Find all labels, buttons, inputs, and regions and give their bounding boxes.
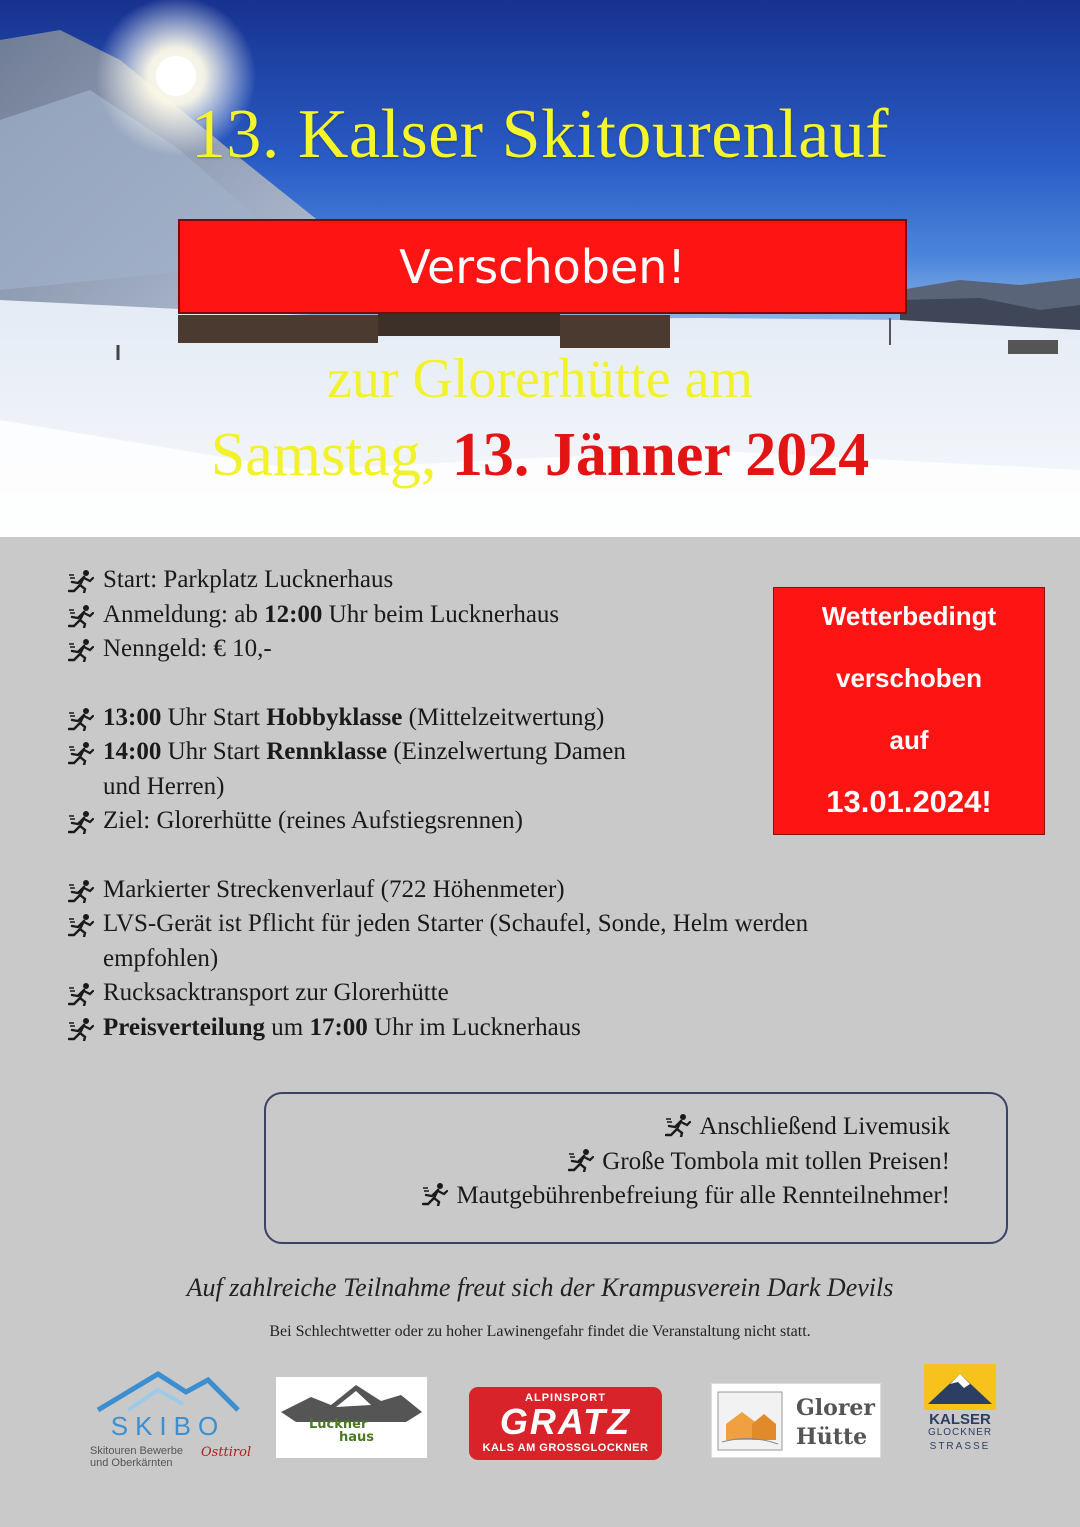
extras-tombola: Große Tombola mit tollen Preisen!	[602, 1147, 950, 1175]
race-mid: Uhr Start	[161, 738, 267, 765]
kalser-glockner-logo	[920, 1364, 1000, 1466]
extras-toll: Mautgebührenbefreiung für alle Rennteilnehmer!	[456, 1182, 950, 1209]
skibo-tagline-2: und Oberkärnten	[90, 1457, 173, 1469]
list-item	[266, 1145, 950, 1180]
list-item	[266, 1110, 950, 1145]
runner-icon	[68, 1017, 94, 1041]
gratz-bottom-text: KALS AM GROSSGLOCKNER	[482, 1442, 649, 1454]
location-line: zur Glorerhütte am	[326, 348, 754, 410]
list-item	[68, 907, 958, 976]
mountain-icon	[88, 1368, 248, 1413]
race-class: Rennklasse	[266, 738, 388, 765]
award-mid: um	[265, 1013, 310, 1041]
kalser-sub-1: GLOCKNER	[927, 1427, 993, 1438]
registration-text: Anmeldung: ab	[103, 600, 265, 628]
skibo-wordmark: SKIBO	[110, 1411, 226, 1441]
runner-icon	[568, 1148, 594, 1172]
award-label: Preisverteilung	[103, 1013, 265, 1041]
organizer-note: Auf zahlreiche Teilnahme freut sich der Krampusverein Dark Devils	[186, 1273, 894, 1302]
runner-icon	[68, 913, 94, 937]
event-date: 13. Jänner 2024	[451, 421, 870, 489]
finish-text: Ziel: Glorerhütte (reines Aufstiegsrennen)	[103, 807, 523, 834]
notice-line-2: verschoben	[836, 663, 982, 693]
skibo-signature: Osttirol	[201, 1445, 252, 1460]
skibo-logo	[88, 1368, 252, 1473]
glorer-huette-logo	[711, 1383, 881, 1458]
race-time: 14:00	[103, 738, 162, 765]
lvs-text-cont: empfohlen)	[103, 944, 219, 972]
luckner-wordmark-2: haus	[339, 1430, 375, 1445]
lucknerhaus-logo	[276, 1377, 427, 1458]
hobby-time: 13:00	[103, 703, 162, 731]
backpack-text: Rucksacktransport zur Glorerhütte	[103, 979, 449, 1006]
award-place: Uhr im Lucknerhaus	[367, 1013, 581, 1041]
award-time: 17:00	[309, 1013, 368, 1041]
hobby-mid: Uhr Start	[161, 703, 267, 731]
notice-line-3: auf	[889, 725, 929, 755]
hut-icon	[712, 1384, 788, 1457]
start-text: Start: Parkplatz Lucknerhaus	[103, 566, 394, 593]
runner-icon	[68, 707, 94, 731]
extras-box	[264, 1092, 1008, 1244]
date-line	[0, 420, 1080, 491]
weekday: Samstag,	[210, 421, 437, 489]
registration-time: 12:00	[264, 600, 323, 628]
postponed-notice	[773, 587, 1045, 835]
race-note: (Einzelwertung Damen	[387, 738, 626, 765]
runner-icon	[68, 879, 94, 903]
postponed-banner: Verschoben!	[178, 219, 907, 314]
hobby-class: Hobbyklasse	[266, 703, 403, 731]
gratz-logo	[469, 1387, 662, 1460]
hobby-note: (Mittelzeitwertung)	[402, 703, 605, 731]
mountain-icon	[920, 1364, 1000, 1410]
list-item	[68, 873, 958, 908]
runner-icon	[68, 638, 94, 662]
runner-icon	[68, 810, 94, 834]
glorer-wordmark	[796, 1394, 875, 1452]
event-title: 13. Kalser Skitourenlauf	[190, 96, 890, 173]
gratz-wordmark: GRATZ	[499, 1401, 632, 1442]
runner-icon	[68, 604, 94, 628]
fee-text: Nenngeld: € 10,-	[103, 635, 272, 662]
skibo-tagline	[90, 1445, 183, 1469]
runner-icon	[422, 1182, 448, 1206]
notice-new-date: 13.01.2024!	[826, 784, 992, 819]
course-text: Markierter Streckenverlauf (722 Höhenmeter)	[103, 875, 565, 903]
hero-banner	[0, 0, 1080, 537]
kalser-wordmark: KALSER	[929, 1411, 991, 1428]
extras-music: Anschließend Livemusik	[699, 1113, 950, 1140]
gratz-top-text: ALPINSPORT	[525, 1392, 606, 1404]
list-item	[68, 1011, 958, 1046]
glorer-line-1: Glorer	[796, 1395, 875, 1421]
runner-icon	[68, 741, 94, 765]
luckner-wordmark-1: Luckner	[309, 1417, 368, 1432]
weather-disclaimer: Bei Schlechtwetter oder zu hoher Lawinengefahr findet die Veranstaltung nicht statt.	[269, 1323, 811, 1340]
skibo-tagline-1: Skitouren Bewerbe	[90, 1445, 183, 1457]
details-group-rules	[68, 873, 958, 1046]
runner-icon	[68, 569, 94, 593]
race-note-cont: und Herren)	[103, 772, 225, 800]
kalser-sub-2: STRASSE	[929, 1441, 991, 1452]
runner-icon	[665, 1113, 691, 1137]
list-item	[266, 1179, 950, 1214]
notice-line-1: Wetterbedingt	[821, 601, 997, 631]
registration-place: Uhr beim Lucknerhaus	[322, 600, 560, 628]
runner-icon	[68, 982, 94, 1006]
lvs-text: LVS-Gerät ist Pflicht für jeden Starter (Schaufel, Sonde, Helm werden	[103, 910, 809, 937]
glorer-line-2: Hütte	[796, 1424, 868, 1450]
list-item	[68, 976, 958, 1011]
